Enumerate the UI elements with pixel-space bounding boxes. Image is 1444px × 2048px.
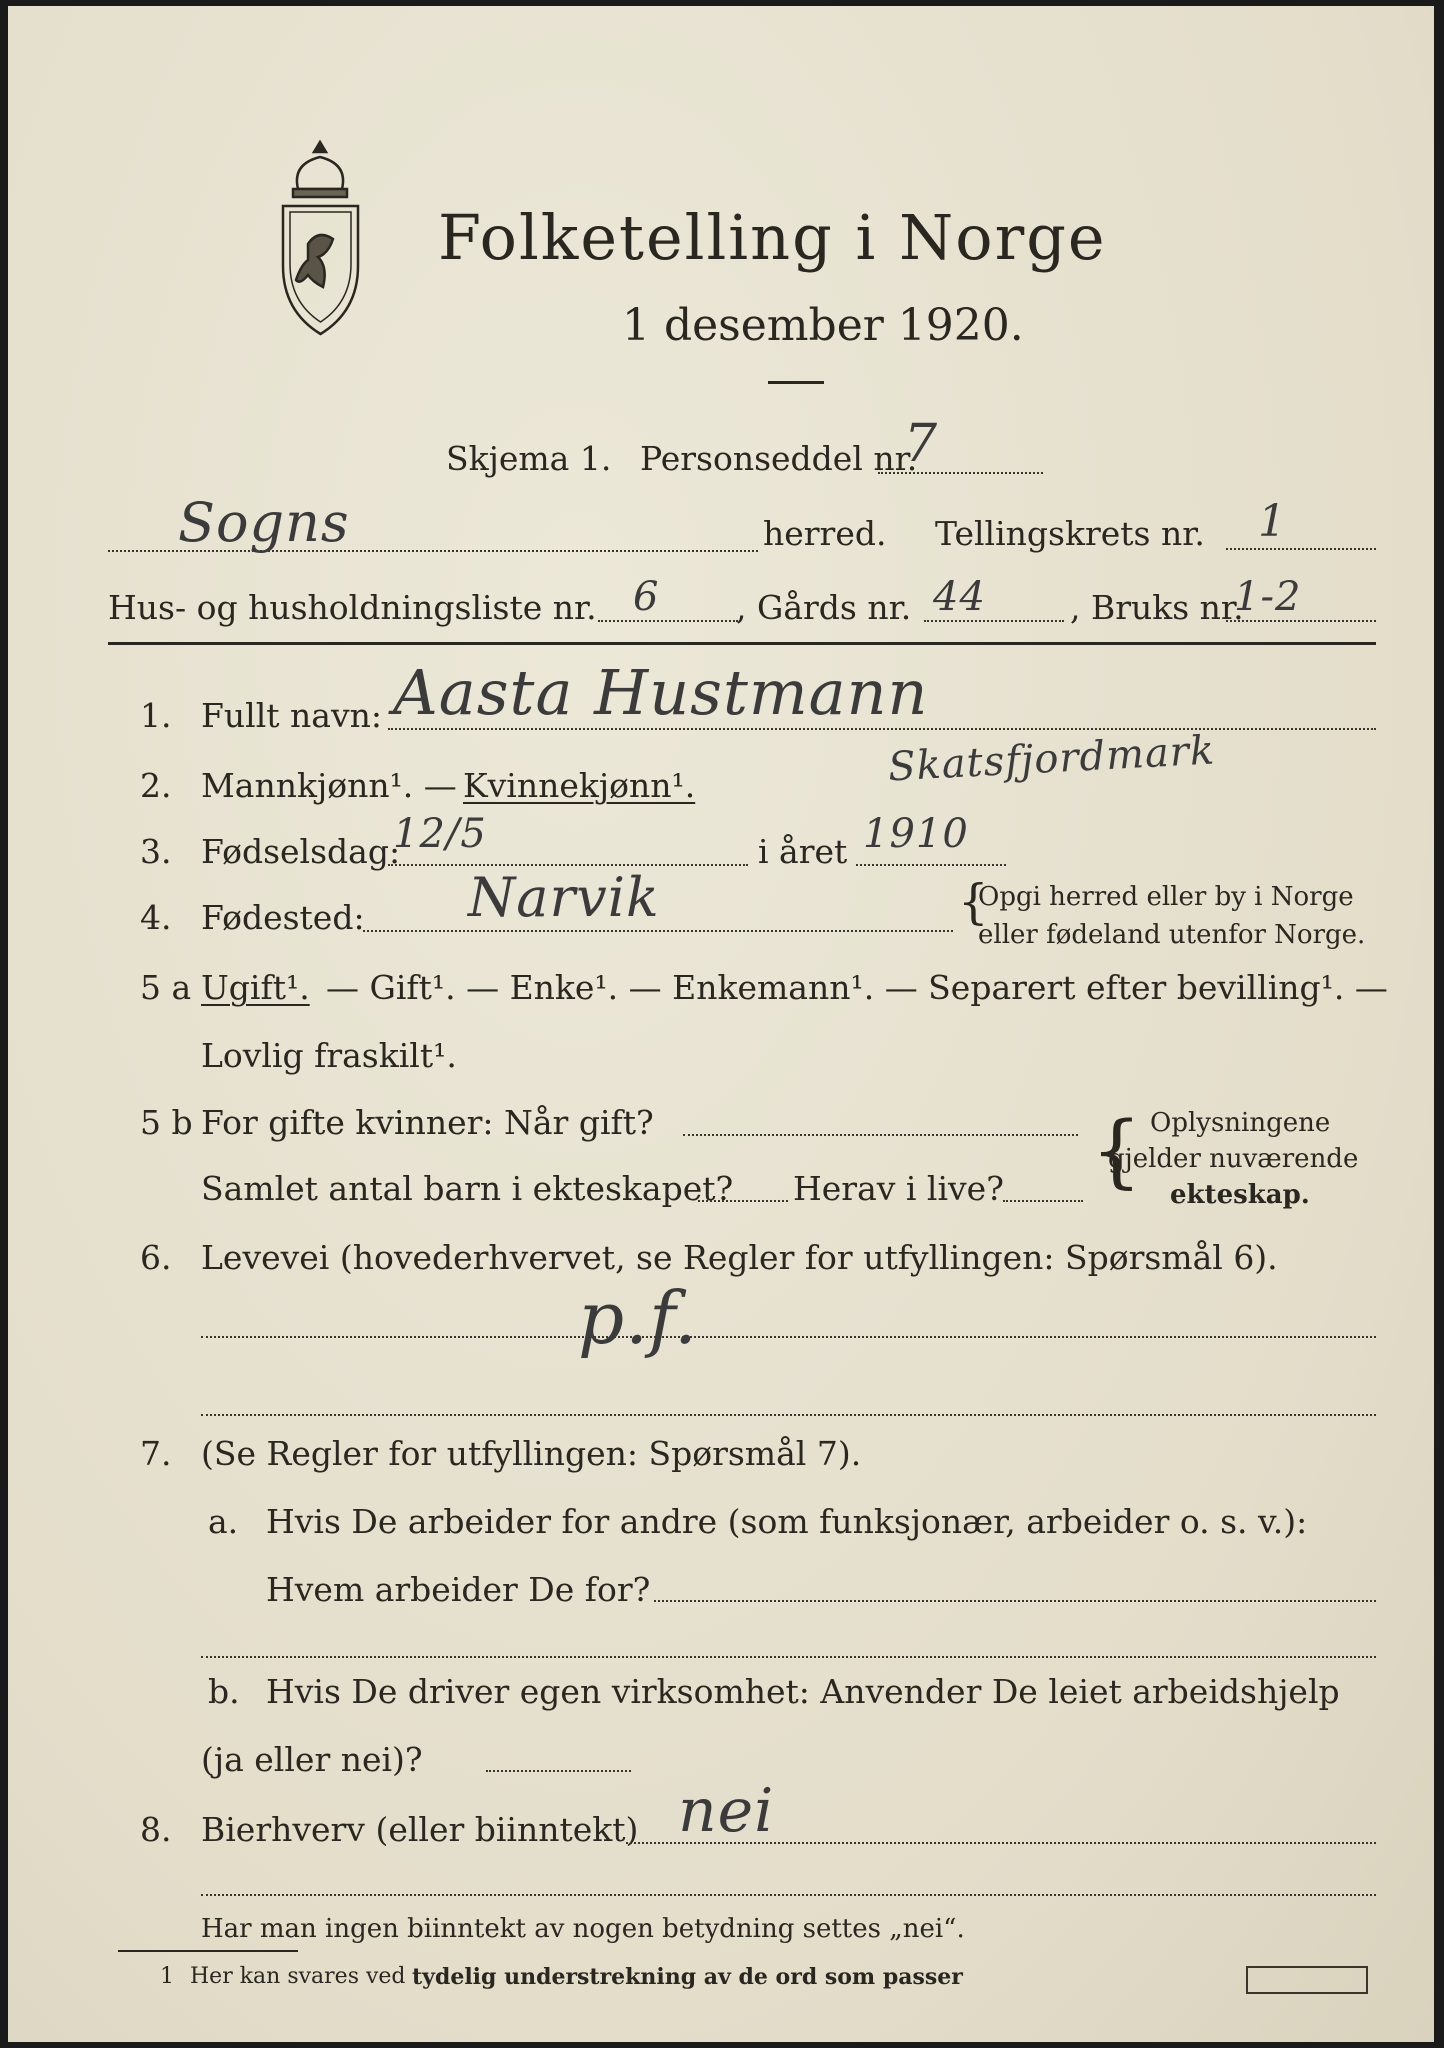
title-divider — [768, 381, 824, 384]
bruks-label: , Bruks nr. — [1070, 588, 1244, 627]
herred-value[interactable]: Sogns — [178, 491, 350, 554]
personseddel-field-line — [878, 472, 1043, 474]
form-title: Folketelling i Norge — [438, 201, 1107, 274]
q4-brace: { — [958, 874, 989, 930]
q7b-answer-field[interactable] — [486, 1770, 631, 1772]
q7b-line2: (ja eller nei)? — [201, 1740, 423, 1779]
q8-side-income-value[interactable]: nei — [678, 1776, 775, 1846]
q5b-number: 5 b — [140, 1103, 193, 1142]
q5b-side-line2: gjelder nuværende — [1108, 1144, 1359, 1174]
norway-coat-of-arms-icon — [263, 134, 378, 344]
tellingskrets-field-line — [1226, 548, 1376, 550]
census-date: 1 desember 1920. — [622, 300, 1024, 351]
q8-label: Bierhverv (eller biinntekt) — [201, 1810, 639, 1849]
q3-year-label: i året — [758, 832, 848, 871]
herred-label: herred. — [763, 514, 887, 553]
q7a-line2: Hvem arbeider De for? — [266, 1570, 651, 1609]
q6-field-line-2 — [201, 1414, 1376, 1416]
q7-label: (Se Regler for utfyllingen: Spørsmål 7). — [201, 1434, 862, 1473]
q6-occupation-value[interactable]: p.f. — [578, 1276, 698, 1360]
q5b-brace: { — [1091, 1104, 1142, 1197]
tellingskrets-value[interactable]: 1 — [1258, 496, 1287, 547]
footnote-mark: 1 — [160, 1964, 174, 1989]
q5a-fraskilt-option[interactable]: Lovlig fraskilt¹. — [201, 1036, 457, 1075]
q3-label: Fødselsdag: — [201, 832, 401, 871]
q8-field-line-2 — [201, 1894, 1376, 1896]
printer-stamp — [1246, 1966, 1368, 1994]
gards-field-line — [924, 620, 1064, 622]
q4-number: 4. — [140, 898, 172, 937]
q3-year-field-line — [856, 864, 1006, 866]
q5b-children-label: Samlet antal barn i ekteskapet? — [201, 1169, 734, 1208]
q1-number: 1. — [140, 696, 172, 735]
q7a-employer-field[interactable] — [654, 1600, 1376, 1602]
q3-number: 3. — [140, 832, 172, 871]
q5b-side-line3: ekteskap. — [1170, 1180, 1310, 1210]
husliste-field-line — [598, 620, 738, 622]
q7a-number: a. — [208, 1502, 239, 1541]
q6-label: Levevei (hovederhvervet, se Regler for utfyllingen: Spørsmål 6). — [201, 1238, 1278, 1277]
q5b-married-when-field[interactable] — [683, 1134, 1078, 1136]
q7-number: 7. — [140, 1434, 172, 1473]
husliste-value[interactable]: 6 — [633, 574, 660, 620]
q4-hint-line1: Opgi herred eller by i Norge — [978, 882, 1354, 912]
q1-full-name-value[interactable]: Aasta Hustmann — [393, 656, 929, 729]
q5a-ugift-option[interactable]: Ugift¹. — [201, 968, 310, 1007]
bruks-value[interactable]: 1-2 — [1234, 574, 1302, 620]
schema-label: Skjema 1. — [446, 439, 612, 478]
q5b-alive-field[interactable] — [1003, 1200, 1083, 1202]
header-divider — [108, 642, 1376, 645]
q4-field-line — [363, 930, 953, 932]
personseddel-label: Personseddel nr. — [640, 439, 918, 478]
census-form-page — [8, 6, 1434, 2042]
q2-female-option[interactable]: Kvinnekjønn¹. — [463, 766, 696, 805]
husliste-label: Hus- og husholdningsliste nr. — [108, 588, 597, 627]
footnote-text-a: Her kan svares ved — [190, 1964, 406, 1989]
q6-number: 6. — [140, 1238, 172, 1277]
personseddel-value[interactable]: 7 — [904, 414, 939, 474]
footnote-text-b: tydelig understrekning av de ord som passer — [412, 1964, 963, 1990]
q7b-line1: Hvis De driver egen virksomhet: Anvender De leiet arbeidshjelp — [266, 1672, 1340, 1711]
footer-note: Har man ingen biinntekt av nogen betydning settes „nei“. — [201, 1914, 965, 1944]
q7b-number: b. — [208, 1672, 240, 1711]
q5b-alive-label: Herav i live? — [793, 1169, 1004, 1208]
q5a-number: 5 a — [140, 968, 192, 1007]
q7a-field-line-2 — [201, 1656, 1376, 1658]
q4-label: Fødested: — [201, 898, 365, 937]
q7a-line1: Hvis De arbeider for andre (som funksjonær, arbeider o. s. v.): — [266, 1502, 1308, 1541]
q5b-children-field[interactable] — [698, 1200, 788, 1202]
gards-value[interactable]: 44 — [933, 574, 986, 620]
q8-number: 8. — [140, 1810, 172, 1849]
q5b-married-when-label: For gifte kvinner: Når gift? — [201, 1103, 654, 1142]
q3-birthday-value[interactable]: 12/5 — [393, 811, 487, 857]
q3-year-value[interactable]: 1910 — [863, 811, 969, 857]
q2-number: 2. — [140, 766, 172, 805]
q4-birthplace-value[interactable]: Narvik — [468, 866, 660, 929]
gards-label: , Gårds nr. — [736, 588, 912, 627]
q2-margin-note: Skatsfjordmark — [887, 727, 1217, 791]
tellingskrets-label: Tellingskrets nr. — [935, 514, 1205, 553]
q2-male-option[interactable]: Mannkjønn¹. — — [201, 766, 457, 805]
q4-hint-line2: eller fødeland utenfor Norge. — [978, 920, 1366, 950]
q1-label: Fullt navn: — [201, 696, 382, 735]
q5a-other-options[interactable]: — Gift¹. — Enke¹. — Enkemann¹. — Separert efter bevilling¹. — — [326, 968, 1388, 1007]
bruks-field-line — [1226, 620, 1376, 622]
q5b-side-line1: Oplysningene — [1150, 1108, 1331, 1138]
footnote-divider — [118, 1950, 298, 1952]
q6-field-line — [201, 1336, 1376, 1338]
